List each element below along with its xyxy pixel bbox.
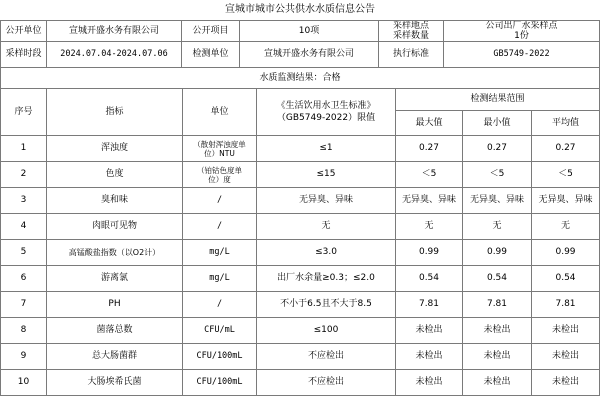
row-max: 未检出 (396, 370, 463, 396)
row-limit: ≤3.0 (257, 240, 396, 266)
table-row (1, 266, 600, 292)
row-limit: 无 (257, 214, 396, 240)
row-min: 无异臭、异味 (463, 188, 532, 214)
row-limit: 不小于6.5且不大于8.5 (257, 292, 396, 318)
row-indicator: 游离氯 (47, 266, 183, 292)
row-indicator: PH (47, 292, 183, 318)
row-min: 0.27 (463, 136, 532, 162)
table-row (1, 214, 600, 240)
row-limit: 不应检出 (257, 370, 396, 396)
row-min: 未检出 (463, 318, 532, 344)
row-indicator: 大肠埃希氏菌 (47, 370, 183, 396)
row-no: 9 (1, 344, 47, 370)
row-avg: ＜5 (532, 162, 600, 188)
table-row (1, 136, 600, 162)
row-max: 未检出 (396, 318, 463, 344)
results-body (1, 136, 600, 396)
header-max: 最大值 (396, 111, 463, 136)
row-unit: mg/L (183, 240, 257, 266)
row-avg: 0.27 (532, 136, 600, 162)
row-min: 0.54 (463, 266, 532, 292)
row-indicator: 菌落总数 (47, 318, 183, 344)
table-row (1, 292, 600, 318)
row-no: 4 (1, 214, 47, 240)
row-unit: CFU/mL (183, 318, 257, 344)
unit-value: 宣城开盛水务有限公司 (47, 21, 182, 42)
row-unit: （散射浑浊度单 位）NTU (183, 136, 257, 162)
project-label: 公开项目 (182, 21, 240, 42)
header-standard: 《生活饮用水卫生标准》 （GB5749-2022）限值 (257, 89, 396, 136)
row-unit: / (183, 188, 257, 214)
row-indicator: 肉眼可见物 (47, 214, 183, 240)
result-line: 水质监测结果：合格 (1, 68, 600, 89)
row-unit: CFU/100mL (183, 344, 257, 370)
row-unit: / (183, 292, 257, 318)
row-avg: 无 (532, 214, 600, 240)
row-no: 1 (1, 136, 47, 162)
row-limit: ≤1 (257, 136, 396, 162)
header-no: 序号 (1, 89, 47, 136)
row-max: 未检出 (396, 344, 463, 370)
row-max: 0.54 (396, 266, 463, 292)
sample-count-value: 公司出厂水采样点 1份 (444, 21, 600, 42)
standard-label: 执行标准 (379, 42, 444, 68)
row-avg: 未检出 (532, 370, 600, 396)
row-min: 7.81 (463, 292, 532, 318)
row-max: 7.81 (396, 292, 463, 318)
results-table (0, 88, 600, 396)
row-min: 未检出 (463, 370, 532, 396)
info-table (0, 20, 600, 89)
row-no: 10 (1, 370, 47, 396)
header-min: 最小值 (463, 111, 532, 136)
row-avg: 0.99 (532, 240, 600, 266)
row-max: 0.99 (396, 240, 463, 266)
row-max: ＜5 (396, 162, 463, 188)
row-avg: 未检出 (532, 318, 600, 344)
row-avg: 无异臭、异味 (532, 188, 600, 214)
row-avg: 7.81 (532, 292, 600, 318)
row-limit: 出厂水余量≥0.3；≤2.0 (257, 266, 396, 292)
row-min: 未检出 (463, 344, 532, 370)
project-value: 10项 (240, 21, 379, 42)
row-limit: ≤15 (257, 162, 396, 188)
sample-count-label: 采样地点 采样数量 (379, 21, 444, 42)
test-unit-value: 宣城开盛水务有限公司 (240, 42, 379, 68)
table-row (1, 240, 600, 266)
row-avg: 未检出 (532, 344, 600, 370)
row-indicator: 浑浊度 (47, 136, 183, 162)
row-indicator: 高锰酸盐指数（以O2计） (47, 240, 183, 266)
row-no: 7 (1, 292, 47, 318)
row-max: 无异臭、异味 (396, 188, 463, 214)
standard-value: GB5749-2022 (444, 42, 600, 68)
table-row (1, 370, 600, 396)
time-label: 采样时段 (1, 42, 47, 68)
row-no: 6 (1, 266, 47, 292)
row-max: 无 (396, 214, 463, 240)
header-indicator: 指标 (47, 89, 183, 136)
table-row (1, 344, 600, 370)
row-no: 3 (1, 188, 47, 214)
table-row (1, 318, 600, 344)
unit-label: 公开单位 (1, 21, 47, 42)
row-limit: 不应检出 (257, 344, 396, 370)
row-min: 0.99 (463, 240, 532, 266)
row-no: 2 (1, 162, 47, 188)
row-min: 无 (463, 214, 532, 240)
table-row (1, 188, 600, 214)
row-no: 5 (1, 240, 47, 266)
test-unit-label: 检测单位 (182, 42, 240, 68)
row-indicator: 色度 (47, 162, 183, 188)
row-unit: （铂钴色度单 位）度 (183, 162, 257, 188)
row-indicator: 总大肠菌群 (47, 344, 183, 370)
table-row (1, 162, 600, 188)
row-min: ＜5 (463, 162, 532, 188)
page-title: 宣城市城市公共供水水质信息公告 (225, 4, 375, 15)
row-unit: / (183, 214, 257, 240)
row-max: 0.27 (396, 136, 463, 162)
row-unit: mg/L (183, 266, 257, 292)
header-range: 检测结果范围 (396, 89, 600, 111)
row-limit: 无异臭、异味 (257, 188, 396, 214)
header-avg: 平均值 (532, 111, 600, 136)
row-unit: CFU/100mL (183, 370, 257, 396)
time-value: 2024.07.04-2024.07.06 (47, 42, 182, 68)
row-no: 8 (1, 318, 47, 344)
row-limit: ≤100 (257, 318, 396, 344)
row-indicator: 臭和味 (47, 188, 183, 214)
header-unit: 单位 (183, 89, 257, 136)
row-avg: 0.54 (532, 266, 600, 292)
